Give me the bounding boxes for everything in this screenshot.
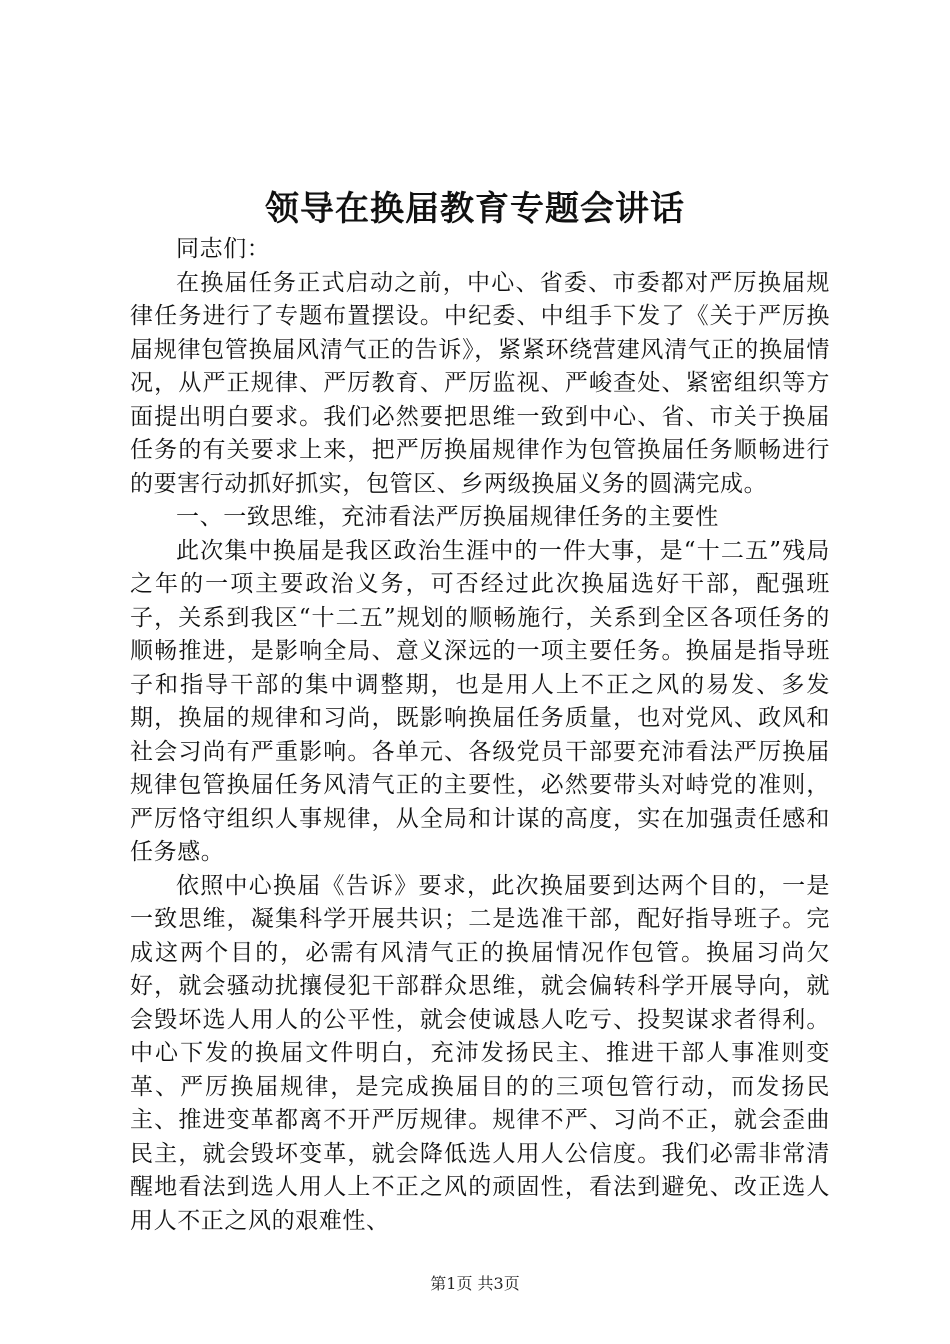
paragraph-intro: 在换届任务正式启动之前，中心、省委、市委都对严厉换届规律任务进行了专题布置摆设。中纪委、中组手下发了《关于严厉换届规律包管换届风清气正的告诉》，紧紧环绕营建风清气正的换届情况，从严正规律、严厉教育、严厉监视、严峻查处、紧密组织等方面提出明白要求。我们必然要把思维一致到中心、省、市关于换届任务的有关要求上来，把严厉换届规律作为包管换届任务顺畅进行的要害行动抓好抓实，包管区、乡两级换届义务的圆满完成。 <box>130 269 830 497</box>
document-body <box>130 233 830 1238</box>
paragraph-goals: 依照中心换届《告诉》要求，此次换届要到达两个目的，一是一致思维，凝集科学开展共识；二是选准干部，配好指导班子。完成这两个目的，必需有风清气正的换届情况作包管。换届习尚欠好，就会骚动扰攘侵犯干部群众思维，就会偏转科学开展导向，就会毁坏选人用人的公平性，就会使诚恳人吃亏、投契谋求者得利。中心下发的换届文件明白，充沛发扬民主、推进干部人事准则变革、严厉换届规律，是完成换届目的的三项包管行动，而发扬民主、推进变革都离不开严厉规律。规律不严、习尚不正，就会歪曲民主，就会毁坏变革，就会降低选人用人公信度。我们必需非常清醒地看法到选人用人上不正之风的顽固性，看法到避免、改正选人用人不正之风的艰难性、 <box>130 872 830 1234</box>
greeting: 同志们： <box>176 236 271 262</box>
paragraph-importance: 此次集中换届是我区政治生涯中的一件大事，是“十二五”残局之年的一项主要政治义务，可否经过此次换届选好干部，配强班子，关系到我区“十二五”规划的顺畅施行，关系到全区各项任务的顺畅推进，是影响全局、意义深远的一项主要任务。换届是指导班子和指导干部的集中调整期，也是用人上不正之风的易发、多发期，换届的规律和习尚，既影响换届任务质量，也对党风、政风和社会习尚有严重影响。各单元、各级党员干部要充沛看法严厉换届规律包管换届任务风清气正的主要性，必然要带头对峙党的准则，严厉恪守组织人事规律，从全局和计谋的高度，实在加强责任感和任务感。 <box>130 537 830 865</box>
page-number-footer: 第1页 共3页 <box>430 1274 520 1293</box>
section-heading: 一、一致思维，充沛看法严厉换届规律任务的主要性 <box>176 504 719 530</box>
document-title: 领导在换届教育专题会讲话 <box>265 189 685 229</box>
